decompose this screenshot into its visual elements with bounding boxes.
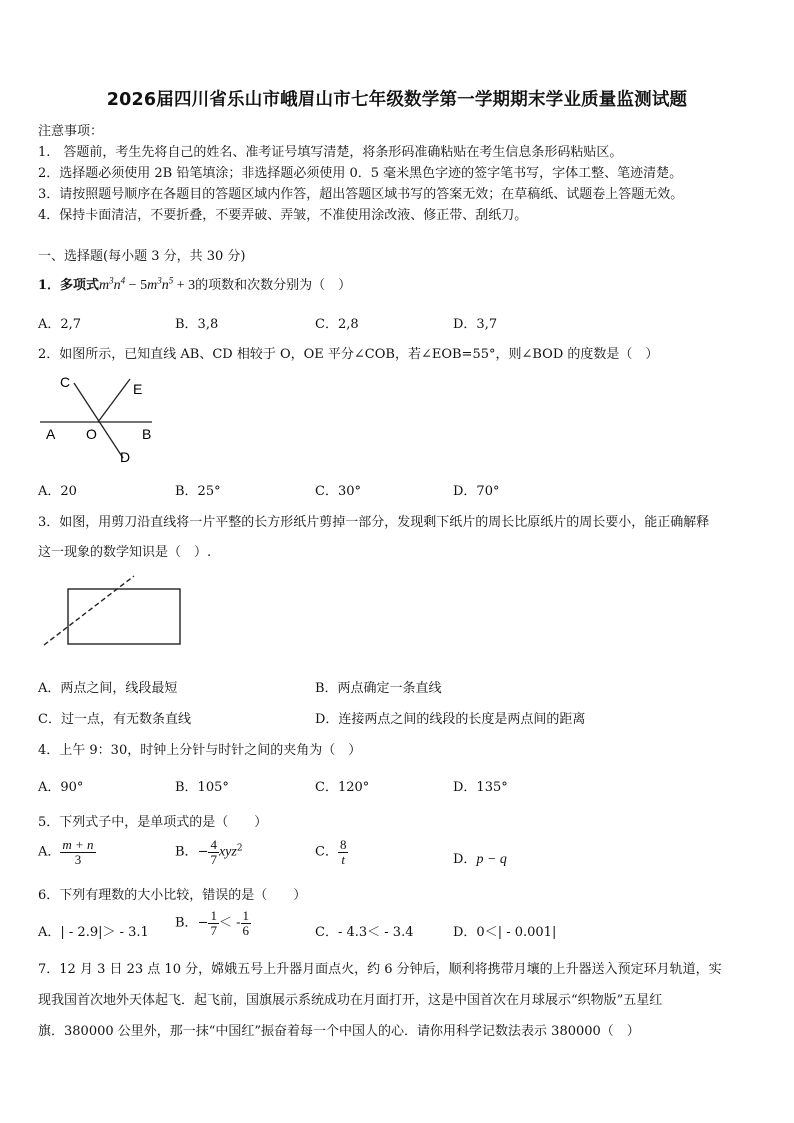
q4-option-a: A．90° (38, 780, 84, 795)
q1-option-d: D．3,7 (453, 317, 498, 332)
q1-option-c: C．2,8 (315, 317, 359, 332)
cut-line (44, 576, 134, 645)
notice-item-3: 3．请按照题号顺序在各题目的答题区域内作答，超出答题区域书写的答案无效；在草稿纸、试题卷上答题无效。 (38, 187, 684, 202)
q5-option-d: D．p − q (453, 852, 507, 867)
q5-option-b: B．− $\frac{4}{7}$ xyz$^2$ (175, 837, 243, 867)
ray-oe (98, 379, 130, 422)
notice-heading: 注意事项： (38, 124, 104, 139)
q5-option-c: C． $\frac{8}{t}$ (315, 837, 347, 867)
q1-number: 1．多项式 (38, 278, 100, 293)
q2-option-c: C．30° (315, 484, 361, 499)
q3-option-b: B．两点确定一条直线 (315, 681, 442, 696)
question-4: 4．上午 9：30，时钟上分针与时针之间的夹角为（ ） (38, 743, 362, 758)
notice-item-1: 1. 答题前，考生先将自己的姓名、准考证号填写清楚，将条形码准确粘贴在考生信息条形码粘贴区。 (38, 145, 623, 160)
label-e: E (133, 381, 143, 397)
q2-option-d: D．70° (453, 484, 500, 499)
q1-option-b: B．3,8 (175, 317, 219, 332)
question-7-line-2: 现我国首次地外天体起飞．起飞前，国旗展示系统成功在月面打开，这是中国首次在月球展示“织物版”五星红 (38, 993, 663, 1008)
q2-option-a: A．20 (38, 484, 77, 499)
notice-item-2: 2．选择题必须使用 2B 铅笔填涂；非选择题必须使用 0．5 毫米黑色字迹的签字笔书写，字体工整、笔迹清楚。 (38, 166, 683, 181)
q6-option-d: D．0＜| - 0.001| (453, 925, 557, 940)
label-o: O (86, 426, 97, 442)
q3-option-c: C．过一点，有无数条直线 (38, 712, 191, 727)
q4-option-d: D．135° (453, 780, 508, 795)
q6-option-b: B．− $\frac{1}{7}$ ＜ - $\frac{1}{6}$ (175, 908, 249, 938)
label-c: C (60, 374, 71, 390)
question-7-line-3: 旗．380000 公里外，那一抹“中国红”振奋着每一个中国人的心．请你用科学记数法表示 380000（ ） (38, 1024, 640, 1039)
q2-figure (38, 370, 163, 466)
q3-option-a: A．两点之间，线段最短 (38, 681, 178, 696)
question-3-line-2: 这一现象的数学知识是（ ）. (38, 545, 212, 560)
q5-option-a: A． $\frac{m + n}{3}$ (38, 837, 94, 867)
q2-option-b: B．25° (175, 484, 221, 499)
label-a: A (46, 426, 56, 442)
q6-option-c: C．- 4.3＜ - 3.4 (315, 925, 414, 940)
question-6: 6．下列有理数的大小比较，错误的是（ ） (38, 888, 307, 903)
q1-option-a: A．2,7 (38, 317, 82, 332)
label-b: B (142, 426, 152, 442)
question-3-line-1: 3．如图，用剪刀沿直线将一片平整的长方形纸片剪掉一部分，发现剩下纸片的周长比原纸片的周长要小，能正确解释 (38, 515, 710, 530)
notice-item-4: 4．保持卡面清洁，不要折叠，不要弄破、弄皱，不准使用涂改液、修正带、刮纸刀。 (38, 208, 528, 223)
question-1 (38, 274, 351, 294)
question-2: 2．如图所示，已知直线 AB、CD 相较于 O，OE 平分∠COB，若∠EOB=55°，则∠BOD 的度数是（ ） (38, 347, 659, 362)
question-5: 5．下列式子中，是单项式的是（ ） (38, 815, 268, 830)
q3-option-d: D．连接两点之间的线段的长度是两点间的距离 (315, 712, 586, 727)
q1-suffix: 的项数和次数分别为（ ） (195, 278, 352, 293)
section-heading: 一、选择题(每小题 3 分，共 30 分) (38, 249, 246, 264)
q4-option-b: B．105° (175, 780, 229, 795)
q3-figure (38, 570, 188, 650)
question-7-line-1: 7．12 月 3 日 23 点 10 分，嫦娥五号上升器月面点火，约 6 分钟后，顺利将携带月壤的上升器送入预定环月轨道，实 (38, 962, 722, 977)
q4-option-c: C．120° (315, 780, 370, 795)
label-d: D (120, 449, 131, 465)
q1-expression: $m^3n^4 - 5m^3n^5 + 3$ (99, 275, 196, 293)
q6-option-a: A．| - 2.9|＞ - 3.1 (38, 925, 149, 940)
paper-rectangle (68, 589, 180, 644)
page-title: 2026届四川省乐山市峨眉山市七年级数学第一学期期末学业质量监测试题 (106, 90, 688, 110)
